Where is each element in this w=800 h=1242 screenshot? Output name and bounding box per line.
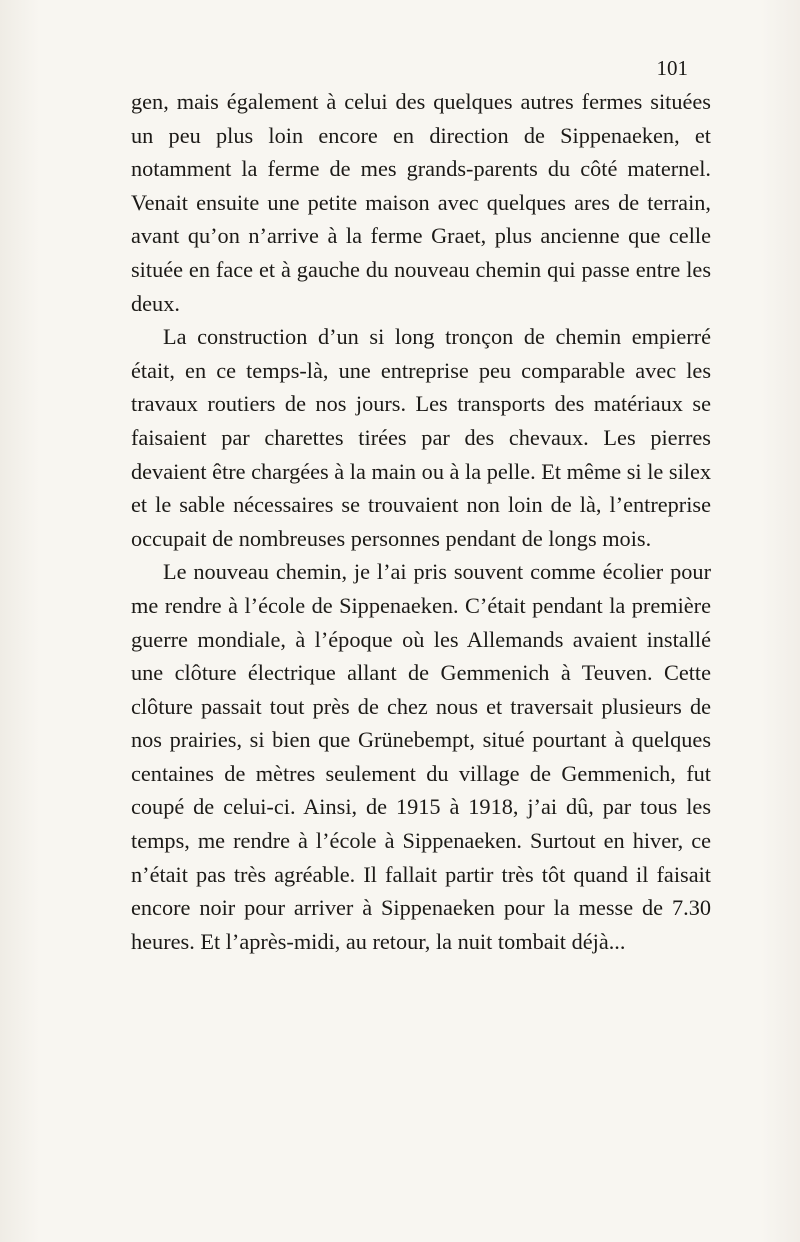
page-number: 101 — [656, 56, 688, 80]
paragraph-1: gen, mais également à celui des quelques autres fermes situées un peu plus loin encore en direction de Sippenaeken, et notamment la ferme de mes grands-parents du côté maternel. Venait ensuite une petite maison avec quelques ares de terrain, avant qu’on n’arrive à la ferme Graet, plus ancienne que celle située en face et à gauche du nouveau chemin qui passe entre les deux. — [131, 89, 711, 316]
body-text — [131, 85, 711, 958]
paragraph-2: La construction d’un si long tronçon de chemin empierré était, en ce temps-là, une entreprise peu comparable avec les travaux routiers de nos jours. Les transports des matériaux se faisaient par charettes tirées par des chevaux. Les pierres devaient être chargées à la main ou à la pelle. Et même si le silex et le sable nécessaires se trouvaient non loin de là, l’entreprise occupait de nombreuses personnes pendant de longs mois. — [131, 324, 711, 551]
paragraph-3: Le nouveau chemin, je l’ai pris souvent comme écolier pour me rendre à l’école de Sippenaeken. C’était pendant la première guerre mondiale, à l’époque où les Allemands avaient installé une clôture électrique allant de Gemmenich à Teuven. Cette clôture passait tout près de chez nous et traversait plusieurs de nos prairies, si bien que Grünebempt, situé pourtant à quelques centaines de mètres seulement du village de Gemmenich, fut coupé de celui-ci. Ainsi, de 1915 à 1918, j’ai dû, par tous les temps, me rendre à l’école à Sippenaeken. Surtout en hiver, ce n’était pas très agréable. Il fallait partir très tôt quand il faisait encore noir pour arriver à Sippenaeken pour la messe de 7.30 heures. Et l’après-midi, au retour, la nuit tombait déjà... — [131, 559, 711, 954]
